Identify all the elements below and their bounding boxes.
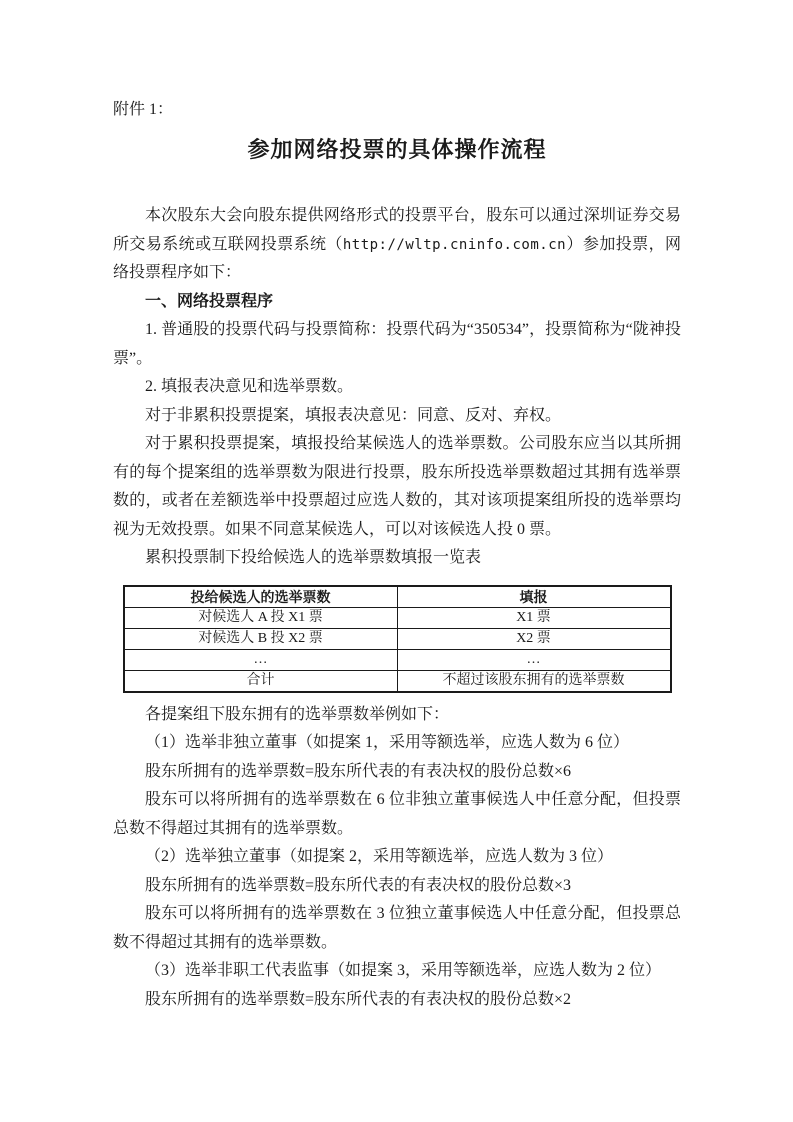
table-cell-candidate-a-votes: X1 票 (397, 607, 671, 628)
paragraph-fill-opinions: 2. 填报表决意见和选举票数。 (145, 378, 354, 395)
attachment-label: 附件 1： (113, 101, 174, 118)
paragraph-non-cumulative: 对于非累积投票提案，填报表决意见：同意、反对、弃权。 (145, 406, 562, 424)
table-cell-candidate-b-votes: X2 票 (397, 628, 671, 649)
header-cell-fill-in: 填报 (397, 586, 671, 608)
table-cell-total-label: 合计 (124, 670, 398, 692)
table-cell-total-value: 不超过该股东拥有的选举票数 (397, 670, 671, 692)
paragraph-proposal-1-title: （1）选举非独立董事（如提案 1，采用等额选举，应选人数为 6 位） (145, 734, 630, 751)
table-caption: 累积投票制下投给候选人的选举票数填报一览表 (145, 549, 482, 566)
page-title: 参加网络投票的具体操作流程 (247, 137, 547, 162)
paragraph-proposal-1-rule: 股东可以将所拥有的选举票数在 6 位非独立董事候选人中任意分配，但投票总数不得超过其拥有的选举票数。 (113, 791, 681, 837)
table-cell-candidate-a: 对候选人 A 投 X1 票 (124, 607, 398, 628)
table-row (124, 649, 671, 670)
paragraph-proposal-2-title: （2）选举独立董事（如提案 2，采用等额选举，应选人数为 3 位） (145, 848, 614, 865)
cumulative-votes-table (123, 585, 672, 693)
paragraph-proposal-1-formula: 股东所拥有的选举票数=股东所代表的有表决权的股份总数×6 (145, 762, 572, 780)
intro-paragraph (113, 202, 681, 288)
table-cell-candidate-b: 对候选人 B 投 X2 票 (124, 628, 398, 649)
paragraph-examples-intro: 各提案组下股东拥有的选举票数举例如下： (145, 705, 450, 723)
intro-text-before-url: 本次股东大会向股东提供网络形式的投票平台，股东可以通过深圳证券交易所交易系统或互联网投票系统（ (113, 207, 681, 253)
table-cell-ellipsis: … (124, 649, 398, 670)
table-row (124, 607, 671, 628)
paragraph-proposal-3-title: （3）选举非职工代表监事（如提案 3，采用等额选举，应选人数为 2 位） (145, 962, 662, 979)
table-row (124, 628, 671, 649)
paragraph-proposal-2-rule: 股东可以将所拥有的选举票数在 3 位独立董事候选人中任意分配，但投票总数不得超过其拥有的选举票数。 (113, 905, 681, 951)
paragraph-proposal-2-formula: 股东所拥有的选举票数=股东所代表的有表决权的股份总数×3 (145, 876, 572, 894)
paragraph-cumulative: 对于累积投票提案，填报投给某候选人的选举票数。公司股东应当以其所拥有的每个提案组的选举票数为限进行投票，股东所投选举票数超过其拥有选举票数的，或者在差额选举中投票超过应选人数的，其对该项提案组所投的选举票均视为无效投票。如果不同意某候选人，可以对该候选人投 0 票。 (113, 435, 681, 538)
header-cell-votes-for-candidate: 投给候选人的选举票数 (124, 586, 398, 608)
paragraph-proposal-3-formula: 股东所拥有的选举票数=股东所代表的有表决权的股份总数×2 (145, 990, 572, 1008)
voting-website-url: http://wltp.cninfo.com.cn (342, 236, 567, 253)
intro-text-after-url: ）参加投票，网络投票程序如下： (113, 235, 681, 281)
section-heading-voting-procedure: 一、网络投票程序 (145, 292, 274, 310)
table-cell-ellipsis: … (397, 649, 671, 670)
paragraph-vote-code: 1. 普通股的投票代码与投票简称：投票代码为“350534”，投票简称为“陇神投票”。 (113, 321, 681, 367)
table-row (124, 670, 671, 692)
table-header-row (124, 586, 671, 608)
document-body (113, 202, 681, 1014)
